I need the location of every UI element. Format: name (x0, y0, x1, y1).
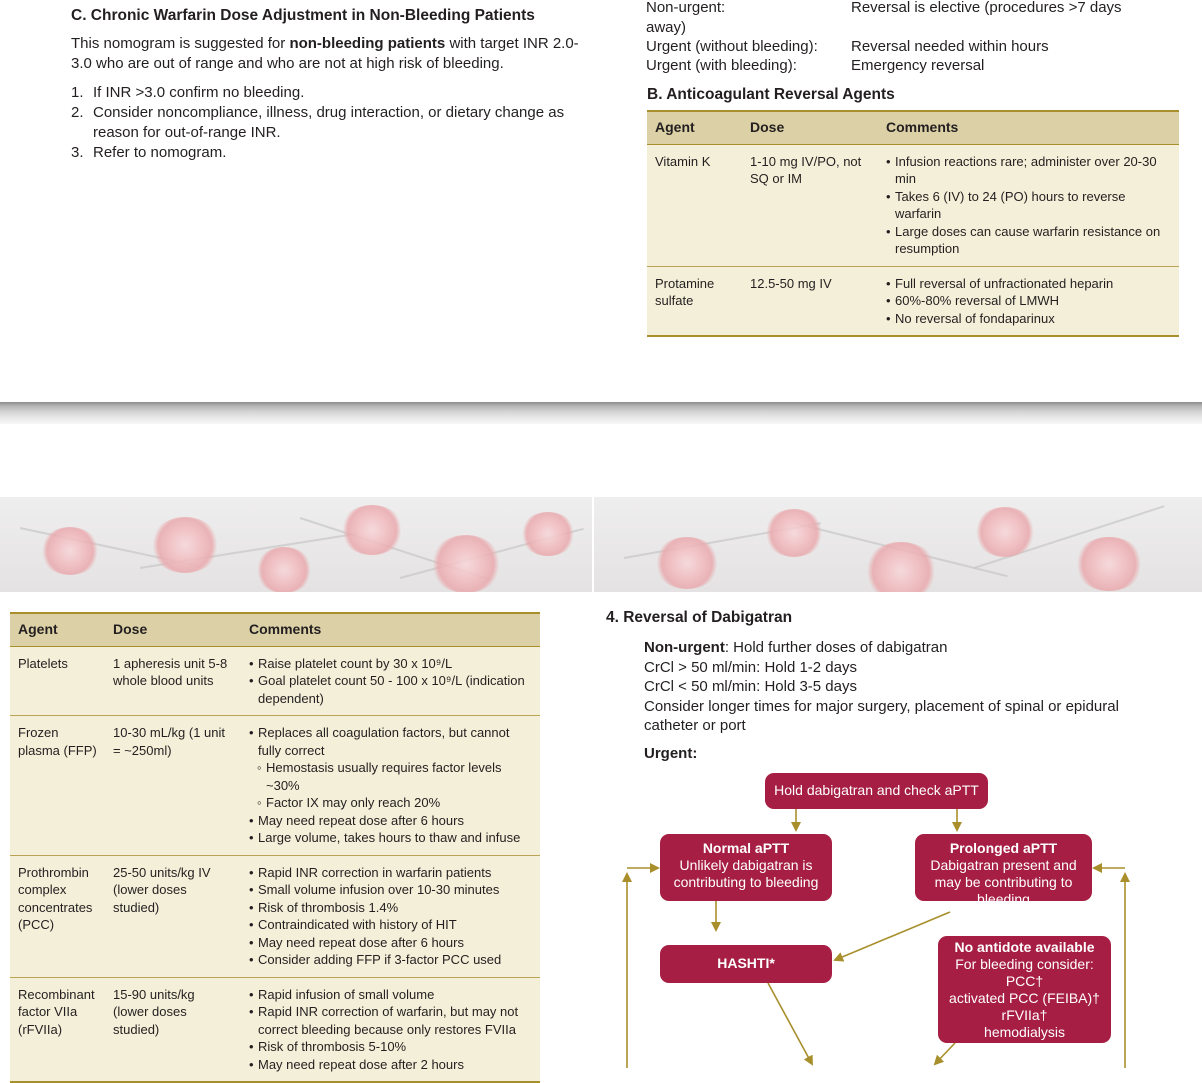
comment-item: • Infusion reactions rare; administer over 20-30 min (886, 153, 1171, 188)
agent-cell: Prothrombin complex concentrates (PCC) (10, 855, 105, 977)
antidote-line: rFVIIa† (1001, 1007, 1048, 1023)
warfarin-step: 1. If INR >3.0 confirm no bleeding. (71, 84, 305, 101)
comment-item: • Goal platelet count 50 - 100 x 10⁹/L (indication dependent) (249, 672, 532, 707)
comment-item: • Large doses can cause warfarin resistance on resumption (886, 223, 1171, 258)
comment-item: • Rapid INR correction of warfarin, but may not correct bleeding because only restores FVIIa (249, 1003, 532, 1038)
comment-item: • Large volume, takes hours to thaw and infuse (249, 829, 532, 847)
flow-start-box: Hold dabigatran and check aPTT (765, 773, 988, 809)
agent-cell: Vitamin K (647, 144, 742, 266)
urgency-row: Urgent (without bleeding): Reversal needed within hours (646, 38, 1049, 55)
comment-item: • Risk of thrombosis 1.4% (249, 899, 532, 917)
antidote-line: For bleeding consider: (955, 956, 1094, 972)
dose-cell: 10-30 mL/kg (1 unit = ~250ml) (105, 716, 241, 856)
flow-no-antidote-box (938, 936, 1111, 1043)
urgency-row: Urgent (with bleeding): Emergency reversal (646, 57, 985, 74)
nonurgent-line: Non-urgent: Hold further doses of dabigatran (644, 639, 948, 656)
warfarin-heading: C. Chronic Warfarin Dose Adjustment in Non-Bleeding Patients (71, 7, 535, 24)
column-header: Comments (241, 613, 540, 646)
column-header: Agent (647, 111, 742, 144)
comment-item: • Rapid INR correction in warfarin patients (249, 864, 532, 882)
crcl-high-line: CrCl > 50 ml/min: Hold 1-2 days (644, 658, 857, 676)
comment-item: • May need repeat dose after 6 hours (249, 812, 532, 830)
no-antidote-title: No antidote available (954, 939, 1095, 955)
warfarin-step: 2. Consider noncompliance, illness, drug interaction, or dietary change as reason for out-of-range INR. (71, 104, 565, 141)
warfarin-intro: This nomogram is suggested for non-bleeding patients with target INR 2.0-3.0 who are out of range and who are not at high risk of bleeding. (71, 35, 579, 72)
arrow-antidote-down (935, 1043, 955, 1064)
reversal-agents-heading: B. Anticoagulant Reversal Agents (647, 86, 895, 103)
column-header: Dose (105, 613, 241, 646)
normal-aptt-text: Unlikely dabigatran is contributing to bleeding (673, 857, 819, 890)
agent-cell: Recombinant factor VIIa (rFVIIa) (10, 977, 105, 1082)
antidote-line: hemodialysis (984, 1024, 1065, 1040)
dose-cell: 25-50 units/kg IV (lower doses studied) (105, 855, 241, 977)
antidote-line: activated PCC (FEIBA)† (949, 990, 1100, 1006)
urgency-row: Non-urgent: Reversal is elective (procedures >7 days (646, 0, 1122, 16)
comment-item: • No reversal of fondaparinux (886, 310, 1171, 328)
flow-hashti-box: HASHTI* (660, 945, 832, 983)
agent-cell: Frozen plasma (FFP) (10, 716, 105, 856)
comment-item: • Raise platelet count by 30 x 10⁹/L (249, 655, 532, 673)
comment-item: • Takes 6 (IV) to 24 (PO) hours to reverse warfarin (886, 188, 1171, 223)
comment-subitem: ◦ Factor IX may only reach 20% (249, 794, 532, 812)
comment-item: • Replaces all coagulation factors, but cannot fully correct (249, 724, 532, 759)
column-header: Agent (10, 613, 105, 646)
comment-item: • Rapid infusion of small volume (249, 986, 532, 1004)
comment-item: • 60%-80% reversal of LMWH (886, 292, 1171, 310)
prolonged-aptt-title: Prolonged aPTT (949, 840, 1058, 856)
flow-normal-aptt-box (660, 834, 832, 901)
comment-item: • Consider adding FFP if 3-factor PCC used (249, 951, 532, 969)
urgent-label: Urgent: (644, 744, 698, 762)
prolonged-aptt-text: Dabigatran present and may be contributing to bleeding (930, 857, 1077, 907)
crcl-low-line: CrCl < 50 ml/min: Hold 3-5 days (644, 678, 857, 695)
comment-item: • Risk of thrombosis 5-10% (249, 1038, 532, 1056)
dose-cell: 1 apheresis unit 5-8 whole blood units (105, 646, 241, 716)
dose-cell: 1-10 mg IV/PO, not SQ or IM (742, 144, 878, 266)
dabigatran-heading: 4. Reversal of Dabigatran (606, 609, 793, 626)
antidote-line: PCC† (1005, 973, 1044, 989)
dose-cell: 15-90 units/kg (lower doses studied) (105, 977, 241, 1082)
comment-item: • Small volume infusion over 10-30 minutes (249, 881, 532, 899)
flow-prolonged-aptt-box (915, 834, 1092, 907)
normal-aptt-title: Normal aPTT (702, 840, 790, 856)
column-header: Dose (742, 111, 878, 144)
comment-item: • Contraindicated with history of HIT (249, 916, 532, 934)
arrow-prolonged-to-hashti (835, 912, 950, 960)
agent-cell: Protamine sulfate (647, 266, 742, 336)
arrow-hashti-down (768, 983, 812, 1064)
comment-item: • Full reversal of unfractionated heparin (886, 275, 1171, 293)
urgency-row: away) (646, 19, 687, 36)
surgery-note: Consider longer times for major surgery, placement of spinal or epidural catheter or port (644, 697, 1119, 734)
agent-cell: Platelets (10, 646, 105, 716)
column-header: Comments (878, 111, 1179, 144)
comment-subitem: ◦ Hemostasis usually requires factor levels ~30% (249, 759, 532, 794)
warfarin-step: 3. Refer to nomogram. (71, 144, 227, 161)
comment-item: • May need repeat dose after 6 hours (249, 934, 532, 952)
dose-cell: 12.5-50 mg IV (742, 266, 878, 336)
comment-item: • May need repeat dose after 2 hours (249, 1056, 532, 1074)
